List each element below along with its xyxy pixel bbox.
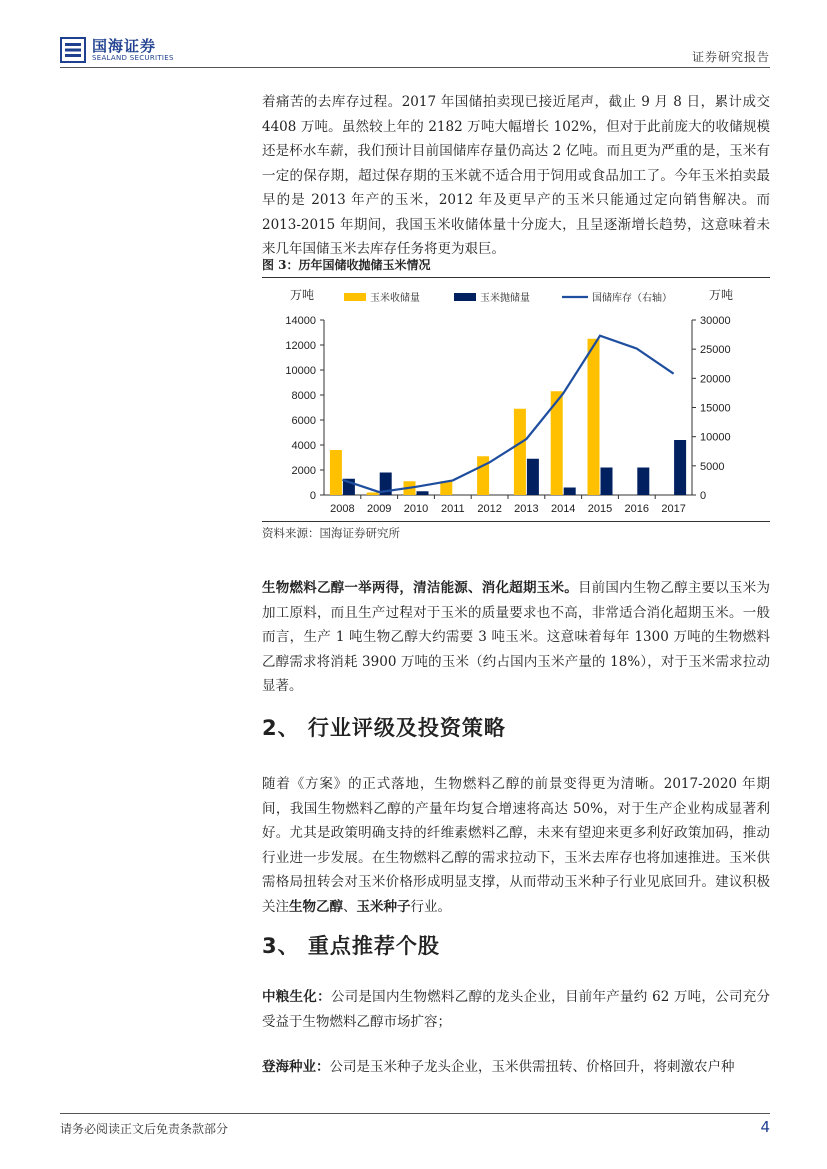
right-tick-label: 10000: [700, 431, 731, 444]
x-tick-label: 2017: [661, 503, 686, 515]
paragraph-denghai: [262, 1055, 770, 1080]
report-type: 证券研究报告: [691, 50, 770, 64]
right-tick-label: 25000: [700, 344, 731, 357]
legend-swatch-collect: [344, 293, 366, 301]
paragraph-bioethanol-body: 目前国内生物乙醇主要以玉米为加工原料，而且生产过程对于玉米的质量要求也不高，非常适合消化超期玉米。一般而言，生产 1 吨生物乙醇大约需要 3 吨玉米。这意味着每年 1300 万吨的生物燃料乙醇需求将消耗 3900 万吨的玉米（约占国内玉米产量的 18%），对于玉米需求拉动显著。: [262, 580, 771, 694]
x-tick-label: 2009: [366, 503, 392, 515]
bar-auction: [527, 459, 539, 495]
paragraph-strategy: [262, 772, 770, 919]
x-tick-label: 2008: [330, 503, 355, 515]
x-tick-label: 2011: [440, 503, 465, 515]
legend-label-auction: 玉米抛储量: [480, 293, 530, 304]
bar-collect: [330, 450, 342, 495]
legend-swatch-auction: [454, 293, 476, 301]
figure-source: 资料来源：国海证券研究所: [262, 526, 400, 540]
logo-name-cn: 国海证券: [92, 36, 157, 55]
footer-divider: [60, 1113, 770, 1114]
paragraph-bioethanol-lead: 生物燃料乙醇一举两得，清洁能源、消化超期玉米。: [262, 580, 578, 596]
figure-bottom-divider: [262, 521, 770, 522]
paragraph-strategy-body: 随着《方案》的正式落地，生物燃料乙醇的前景变得更为清晰。2017-2020 年期间，我国生物燃料乙醇的产量年均复合增速将高达 50%，对于生产企业构成显著利好。尤其是政策明确支持的纤维素燃料乙醇，未来有望迎来更多利好政策加码，推动行业进一步发展。在生物燃料乙醇的需求拉动下，玉米去库存也将加速推进。玉米供需格局扭转会对玉米价格形成明显支撑，从而带动玉米种子行业见底回升。建议积极关注: [262, 776, 770, 915]
company-logo: [60, 34, 174, 66]
x-tick-label: 2012: [477, 503, 502, 515]
line-stock: [342, 336, 673, 492]
sealand-logo-icon: [60, 37, 86, 63]
figure-title: 图 3：历年国储收抛储玉米情况: [262, 258, 431, 272]
left-tick-label: 4000: [291, 440, 316, 452]
left-tick-label: 8000: [291, 390, 316, 402]
page-header: [60, 34, 770, 66]
section-heading-strategy: 2、 行业评级及投资策略: [262, 716, 506, 740]
right-tick-label: 30000: [700, 315, 731, 327]
highlight-bioethanol: 生物乙醇: [289, 898, 343, 915]
bar-auction: [417, 491, 429, 495]
stock-desc-denghai: 公司是玉米种子龙头企业，玉米供需扭转、价格回升，将刺激农户种: [329, 1059, 735, 1075]
x-tick-label: 2010: [403, 503, 429, 515]
right-tick-label: 0: [700, 490, 707, 502]
left-tick-label: 12000: [285, 340, 316, 352]
left-tick-label: 10000: [285, 365, 316, 377]
left-tick-label: 0: [309, 490, 316, 502]
paragraph-cofco: [262, 985, 770, 1034]
legend-label-stock: 国储库存（右轴）: [592, 293, 672, 304]
bar-collect: [588, 339, 600, 495]
x-tick-label: 2015: [587, 503, 613, 515]
right-tick-label: 5000: [700, 460, 725, 473]
highlight-corn-seed: 玉米种子: [356, 898, 411, 915]
x-tick-label: 2013: [514, 503, 539, 515]
separator: 、: [343, 898, 357, 915]
bar-auction: [564, 488, 576, 496]
section-heading-stocks: 3、 重点推荐个股: [262, 934, 440, 958]
footer-disclaimer: 请务必阅读正文后免责条款部分: [60, 1122, 229, 1136]
x-tick-label: 2014: [550, 503, 576, 515]
figure-top-divider: [262, 277, 770, 278]
right-tick-label: 15000: [700, 402, 731, 415]
right-axis-label: 万吨: [709, 288, 734, 302]
stock-name-denghai: 登海种业：: [262, 1059, 330, 1075]
bar-auction: [601, 468, 613, 496]
corn-reserve-chart: [262, 280, 770, 520]
left-tick-label: 14000: [285, 315, 316, 327]
paragraph-destocking: 着痛苦的去库存过程。2017 年国储拍卖现已接近尾声，截止 9 月 8 日，累计成交 4408 万吨。虽然较上年的 2182 万吨大幅增长 102%，但对于此前庞大的收储规模还是杯水车薪，我们预计目前国储库存量仍高达 2 亿吨。而且更为严重的是，玉米有一定的保存期，超过保存期的玉米就不适合用于饲用或食品加工了。今年玉米拍卖最早的是 2013 年产的玉米，2012 年及更早产的玉米只能通过定向销售解决。而 2013-2015 年期间，我国玉米收储体量十分庞大，且呈逐渐增长趋势，这意味着未来几年国储玉米去库存任务将更为艰巨。: [262, 94, 770, 257]
x-tick-label: 2016: [624, 503, 650, 515]
bar-auction: [674, 440, 686, 495]
bar-collect: [367, 493, 379, 496]
stock-desc-cofco: 公司是国内生物燃料乙醇的龙头企业，目前年产量约 62 万吨，公司充分受益于生物燃料乙醇市场扩容；: [262, 989, 771, 1030]
left-tick-label: 2000: [291, 465, 316, 477]
bar-auction: [637, 468, 649, 496]
logo-name-en: SEALAND SECURITIES: [92, 53, 174, 62]
paragraph-strategy-end: 行业。: [410, 898, 451, 915]
bar-collect: [477, 456, 489, 495]
left-axis-label: 万吨: [290, 288, 315, 302]
page-number: 4: [760, 1118, 770, 1136]
stock-name-cofco: 中粮生化：: [262, 989, 331, 1005]
header-divider: [60, 67, 770, 68]
bar-collect: [514, 409, 526, 495]
legend-label-collect: 玉米收储量: [370, 293, 420, 304]
left-tick-label: 6000: [291, 415, 316, 427]
paragraph-bioethanol: [262, 576, 770, 699]
right-tick-label: 20000: [700, 373, 731, 386]
